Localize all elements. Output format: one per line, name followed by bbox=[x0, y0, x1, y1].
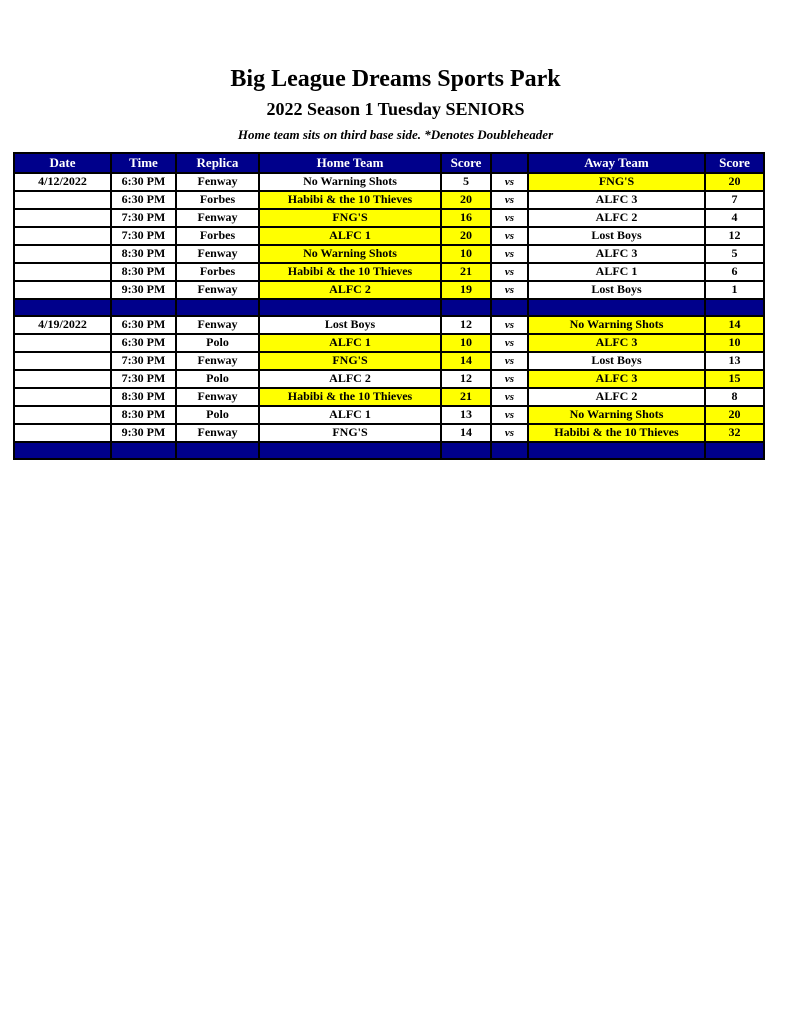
date-cell bbox=[14, 227, 111, 245]
home-team-cell: Habibi & the 10 Thieves bbox=[259, 263, 441, 281]
vs-cell: vs bbox=[491, 316, 528, 334]
away-team-cell: ALFC 2 bbox=[528, 388, 705, 406]
date-cell bbox=[14, 281, 111, 299]
replica-cell: Fenway bbox=[176, 424, 259, 442]
date-cell bbox=[14, 370, 111, 388]
separator-cell bbox=[491, 299, 528, 316]
vs-cell: vs bbox=[491, 191, 528, 209]
date-cell bbox=[14, 263, 111, 281]
home-team-cell: ALFC 2 bbox=[259, 370, 441, 388]
separator-cell bbox=[111, 442, 176, 459]
game-row bbox=[14, 352, 764, 370]
home-team-cell: No Warning Shots bbox=[259, 245, 441, 263]
date-cell bbox=[14, 388, 111, 406]
vs-cell: vs bbox=[491, 173, 528, 191]
separator-cell bbox=[259, 299, 441, 316]
time-cell: 8:30 PM bbox=[111, 263, 176, 281]
column-header-time: Time bbox=[111, 153, 176, 173]
time-cell: 8:30 PM bbox=[111, 388, 176, 406]
game-row bbox=[14, 316, 764, 334]
separator-cell bbox=[491, 442, 528, 459]
home-score-cell: 13 bbox=[441, 406, 491, 424]
date-cell bbox=[14, 245, 111, 263]
separator-cell bbox=[705, 299, 764, 316]
replica-cell: Fenway bbox=[176, 173, 259, 191]
away-team-cell: ALFC 2 bbox=[528, 209, 705, 227]
away-team-cell: FNG'S bbox=[528, 173, 705, 191]
time-cell: 6:30 PM bbox=[111, 334, 176, 352]
separator-cell bbox=[528, 299, 705, 316]
home-team-cell: No Warning Shots bbox=[259, 173, 441, 191]
time-cell: 7:30 PM bbox=[111, 352, 176, 370]
game-row bbox=[14, 173, 764, 191]
away-team-cell: Lost Boys bbox=[528, 281, 705, 299]
away-score-cell: 32 bbox=[705, 424, 764, 442]
replica-cell: Polo bbox=[176, 370, 259, 388]
replica-cell: Fenway bbox=[176, 388, 259, 406]
away-team-cell: Lost Boys bbox=[528, 352, 705, 370]
separator-cell bbox=[176, 442, 259, 459]
away-score-cell: 10 bbox=[705, 334, 764, 352]
home-team-cell: ALFC 2 bbox=[259, 281, 441, 299]
home-score-cell: 20 bbox=[441, 191, 491, 209]
away-score-cell: 15 bbox=[705, 370, 764, 388]
column-header-home-team: Home Team bbox=[259, 153, 441, 173]
separator-cell bbox=[528, 442, 705, 459]
replica-cell: Forbes bbox=[176, 263, 259, 281]
home-score-cell: 16 bbox=[441, 209, 491, 227]
away-team-cell: ALFC 3 bbox=[528, 245, 705, 263]
game-row bbox=[14, 263, 764, 281]
date-cell bbox=[14, 406, 111, 424]
replica-cell: Fenway bbox=[176, 245, 259, 263]
home-score-cell: 12 bbox=[441, 370, 491, 388]
game-row bbox=[14, 191, 764, 209]
away-score-cell: 4 bbox=[705, 209, 764, 227]
home-team-cell: Lost Boys bbox=[259, 316, 441, 334]
game-row bbox=[14, 370, 764, 388]
home-team-cell: ALFC 1 bbox=[259, 227, 441, 245]
time-cell: 7:30 PM bbox=[111, 370, 176, 388]
home-team-cell: Habibi & the 10 Thieves bbox=[259, 388, 441, 406]
time-cell: 6:30 PM bbox=[111, 316, 176, 334]
column-header-date: Date bbox=[14, 153, 111, 173]
home-team-cell: ALFC 1 bbox=[259, 406, 441, 424]
home-score-cell: 14 bbox=[441, 352, 491, 370]
home-score-cell: 12 bbox=[441, 316, 491, 334]
column-header-vs bbox=[491, 153, 528, 173]
away-team-cell: ALFC 3 bbox=[528, 370, 705, 388]
replica-cell: Fenway bbox=[176, 352, 259, 370]
vs-cell: vs bbox=[491, 334, 528, 352]
column-header-replica: Replica bbox=[176, 153, 259, 173]
separator-cell bbox=[259, 442, 441, 459]
time-cell: 9:30 PM bbox=[111, 281, 176, 299]
away-score-cell: 20 bbox=[705, 406, 764, 424]
page-title: Big League Dreams Sports Park bbox=[230, 66, 561, 92]
vs-cell: vs bbox=[491, 352, 528, 370]
away-score-cell: 20 bbox=[705, 173, 764, 191]
time-cell: 6:30 PM bbox=[111, 191, 176, 209]
schedule-note: Home team sits on third base side. *Denotes Doubleheader bbox=[237, 127, 554, 143]
vs-cell: vs bbox=[491, 370, 528, 388]
home-score-cell: 21 bbox=[441, 263, 491, 281]
away-team-cell: No Warning Shots bbox=[528, 316, 705, 334]
vs-cell: vs bbox=[491, 227, 528, 245]
vs-cell: vs bbox=[491, 388, 528, 406]
time-cell: 8:30 PM bbox=[111, 406, 176, 424]
away-score-cell: 5 bbox=[705, 245, 764, 263]
home-score-cell: 19 bbox=[441, 281, 491, 299]
home-score-cell: 10 bbox=[441, 245, 491, 263]
separator-cell bbox=[176, 299, 259, 316]
home-score-cell: 10 bbox=[441, 334, 491, 352]
vs-cell: vs bbox=[491, 406, 528, 424]
home-team-cell: FNG'S bbox=[259, 209, 441, 227]
section-separator-row bbox=[14, 442, 764, 459]
vs-cell: vs bbox=[491, 424, 528, 442]
time-cell: 6:30 PM bbox=[111, 173, 176, 191]
home-team-cell: FNG'S bbox=[259, 424, 441, 442]
column-header-home-score: Score bbox=[441, 153, 491, 173]
date-cell: 4/19/2022 bbox=[14, 316, 111, 334]
away-score-cell: 6 bbox=[705, 263, 764, 281]
replica-cell: Forbes bbox=[176, 227, 259, 245]
header-row bbox=[14, 153, 764, 173]
away-team-cell: No Warning Shots bbox=[528, 406, 705, 424]
home-score-cell: 20 bbox=[441, 227, 491, 245]
home-team-cell: ALFC 1 bbox=[259, 334, 441, 352]
game-row bbox=[14, 388, 764, 406]
separator-cell bbox=[111, 299, 176, 316]
game-row bbox=[14, 209, 764, 227]
time-cell: 7:30 PM bbox=[111, 209, 176, 227]
game-row bbox=[14, 334, 764, 352]
schedule-table bbox=[13, 152, 765, 460]
home-team-cell: Habibi & the 10 Thieves bbox=[259, 191, 441, 209]
game-row bbox=[14, 245, 764, 263]
home-score-cell: 14 bbox=[441, 424, 491, 442]
date-cell bbox=[14, 424, 111, 442]
page-subtitle: 2022 Season 1 Tuesday SENIORS bbox=[266, 98, 525, 119]
replica-cell: Fenway bbox=[176, 209, 259, 227]
away-team-cell: ALFC 3 bbox=[528, 334, 705, 352]
away-score-cell: 13 bbox=[705, 352, 764, 370]
home-score-cell: 5 bbox=[441, 173, 491, 191]
date-cell bbox=[14, 334, 111, 352]
date-cell: 4/12/2022 bbox=[14, 173, 111, 191]
date-cell bbox=[14, 209, 111, 227]
separator-cell bbox=[441, 299, 491, 316]
away-score-cell: 7 bbox=[705, 191, 764, 209]
time-cell: 7:30 PM bbox=[111, 227, 176, 245]
separator-cell bbox=[14, 442, 111, 459]
away-score-cell: 1 bbox=[705, 281, 764, 299]
date-cell bbox=[14, 352, 111, 370]
away-score-cell: 12 bbox=[705, 227, 764, 245]
time-cell: 9:30 PM bbox=[111, 424, 176, 442]
away-team-cell: ALFC 3 bbox=[528, 191, 705, 209]
game-row bbox=[14, 424, 764, 442]
replica-cell: Fenway bbox=[176, 281, 259, 299]
column-header-away-score: Score bbox=[705, 153, 764, 173]
vs-cell: vs bbox=[491, 263, 528, 281]
away-score-cell: 8 bbox=[705, 388, 764, 406]
replica-cell: Forbes bbox=[176, 191, 259, 209]
column-header-away-team: Away Team bbox=[528, 153, 705, 173]
replica-cell: Polo bbox=[176, 334, 259, 352]
vs-cell: vs bbox=[491, 281, 528, 299]
game-row bbox=[14, 281, 764, 299]
home-score-cell: 21 bbox=[441, 388, 491, 406]
replica-cell: Fenway bbox=[176, 316, 259, 334]
time-cell: 8:30 PM bbox=[111, 245, 176, 263]
game-row bbox=[14, 227, 764, 245]
vs-cell: vs bbox=[491, 245, 528, 263]
separator-cell bbox=[705, 442, 764, 459]
section-separator-row bbox=[14, 299, 764, 316]
separator-cell bbox=[441, 442, 491, 459]
date-cell bbox=[14, 191, 111, 209]
home-team-cell: FNG'S bbox=[259, 352, 441, 370]
game-row bbox=[14, 406, 764, 424]
away-team-cell: Lost Boys bbox=[528, 227, 705, 245]
away-team-cell: ALFC 1 bbox=[528, 263, 705, 281]
away-score-cell: 14 bbox=[705, 316, 764, 334]
replica-cell: Polo bbox=[176, 406, 259, 424]
separator-cell bbox=[14, 299, 111, 316]
away-team-cell: Habibi & the 10 Thieves bbox=[528, 424, 705, 442]
vs-cell: vs bbox=[491, 209, 528, 227]
